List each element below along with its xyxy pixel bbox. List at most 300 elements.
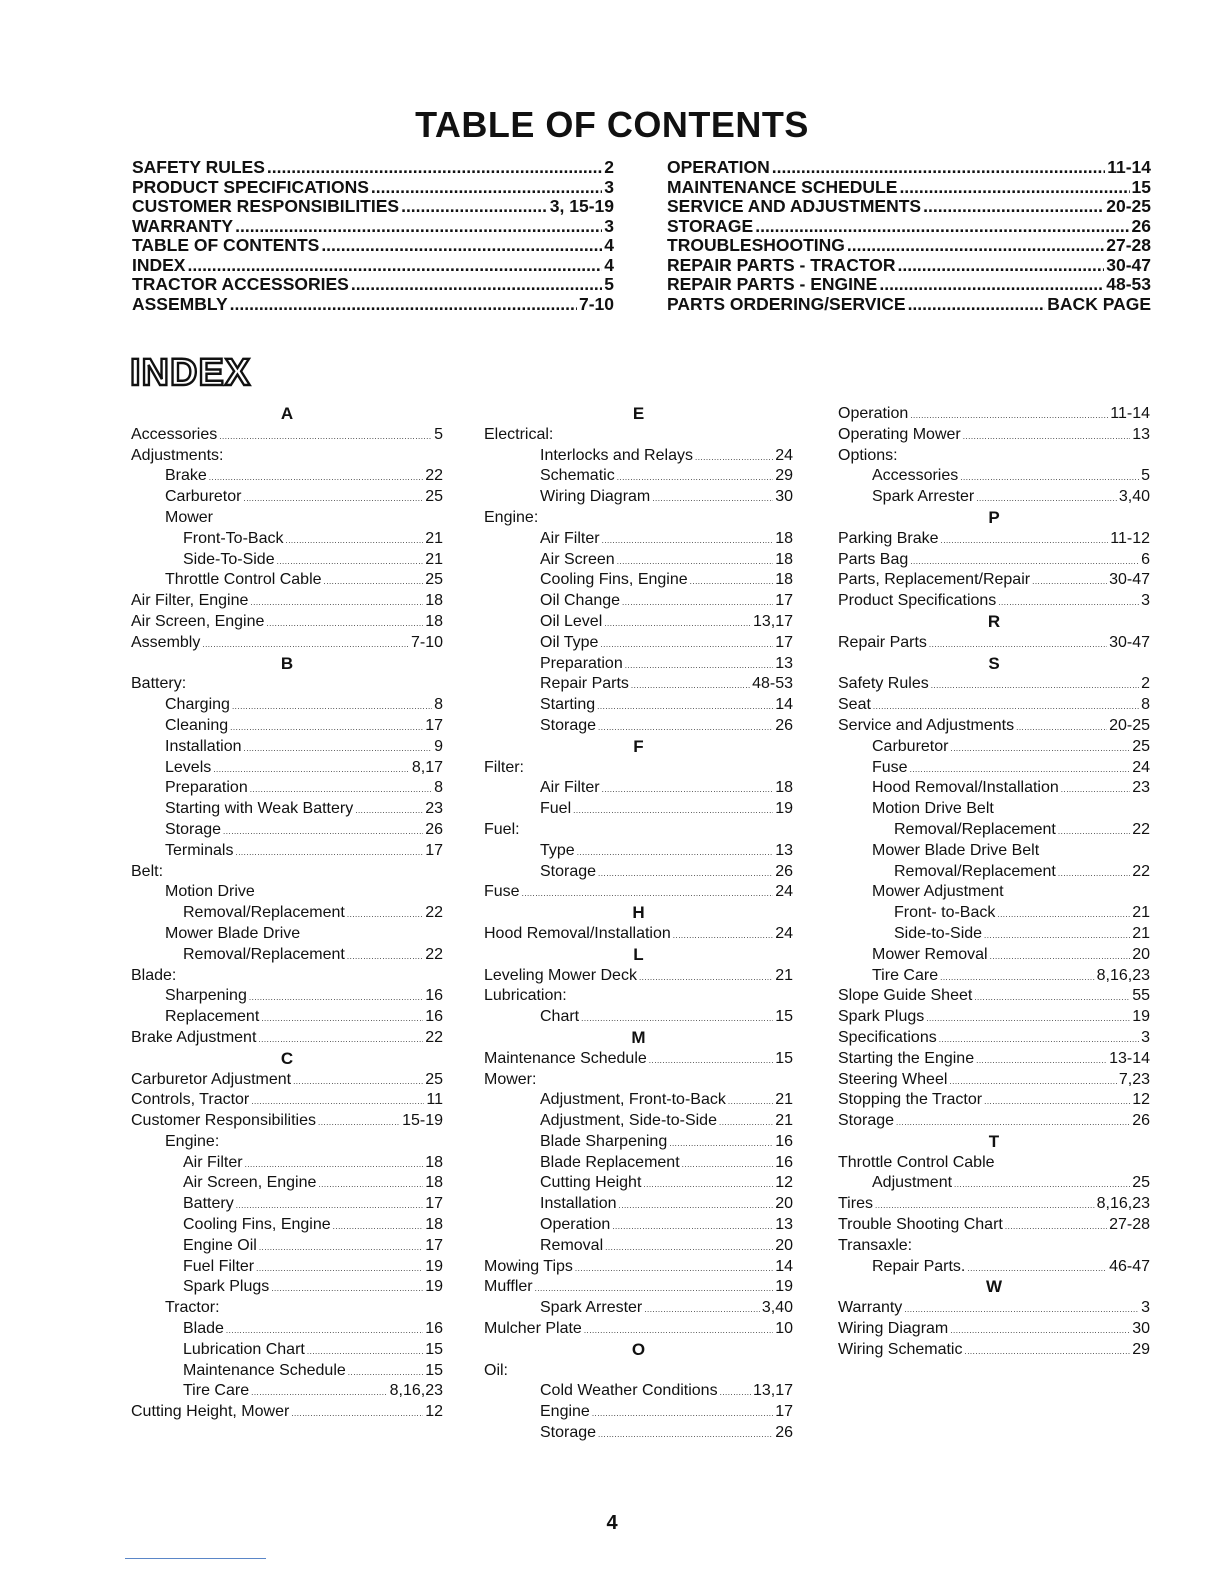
index-entry-label: Parking Brake — [838, 529, 939, 547]
index-entry-label: Engine — [540, 1403, 590, 1421]
index-entry — [838, 799, 1150, 820]
index-entry — [131, 882, 443, 903]
index-entry-label: Front- to-Back — [894, 904, 996, 922]
toc-entry-page: 11-14 — [1107, 157, 1151, 177]
index-entry-page: 3 — [1141, 1028, 1150, 1046]
index-entry-label: Warranty — [838, 1299, 903, 1317]
index-entry-label: Air Screen, Engine — [131, 612, 265, 630]
index-entry-page: 16 — [775, 1153, 793, 1171]
index-entry-label: Spark Plugs — [183, 1278, 270, 1296]
index-entry — [131, 1277, 443, 1298]
dot-leader — [897, 256, 1104, 276]
index-entry-label: Oil Level — [540, 612, 603, 630]
index-entry-label: Maintenance Schedule — [183, 1361, 346, 1379]
dot-leader — [581, 1009, 773, 1030]
dot-leader — [619, 1196, 774, 1217]
index-entry-label: Tire Care — [872, 966, 939, 984]
index-entry — [131, 1361, 443, 1382]
dot-leader — [401, 197, 548, 217]
index-entry — [484, 446, 793, 467]
index-entry-label: Storage — [838, 1112, 895, 1130]
index-entry-label: Schematic — [540, 467, 615, 485]
index-entry-page: 11-14 — [1110, 405, 1150, 422]
dot-leader — [1058, 822, 1130, 843]
index-entry-label: Starting with Weak Battery — [165, 800, 354, 818]
dot-leader — [251, 1383, 388, 1404]
dot-leader — [926, 1009, 1130, 1030]
index-entry-label: Controls, Tractor — [131, 1091, 250, 1109]
index-letter-heading: O — [631, 1339, 646, 1359]
index-entry-page: 21 — [425, 550, 443, 568]
index-entry-page: 18 — [425, 592, 443, 610]
index-entry — [838, 487, 1150, 508]
dot-leader — [250, 780, 432, 801]
index-letter-heading: F — [633, 736, 644, 756]
dot-leader — [202, 635, 409, 656]
index-letter-heading: C — [280, 1048, 294, 1068]
index-entry-page: 18 — [775, 529, 793, 547]
index-entry-page: 16 — [425, 1320, 443, 1338]
dot-leader — [235, 843, 423, 864]
index-entry — [484, 1361, 793, 1382]
dot-leader — [267, 158, 602, 178]
index-entry-label: Wiring Schematic — [838, 1340, 963, 1358]
index-entry — [484, 425, 793, 446]
index-entry — [131, 550, 443, 571]
dot-leader — [321, 236, 602, 256]
index-entry-label: Repair Parts — [540, 675, 629, 693]
index-entry-page: 26 — [775, 716, 793, 734]
index-entry — [484, 1049, 793, 1070]
toc-entry-label: CUSTOMER RESPONSIBILITIES — [132, 196, 400, 216]
index-entry-label: Mower: — [484, 1070, 537, 1088]
dot-leader — [923, 197, 1104, 217]
dot-leader — [602, 531, 774, 552]
dot-leader — [598, 1425, 773, 1446]
index-entry-page: 18 — [425, 612, 443, 630]
index-entry-label: Lubrication Chart — [183, 1340, 305, 1358]
index-entry-page: 3 — [1141, 1299, 1150, 1317]
index-entry-label: Fuel — [540, 800, 572, 818]
dot-leader — [604, 614, 751, 635]
index-letter-heading: H — [632, 903, 645, 923]
dot-leader — [209, 468, 423, 489]
index-entry-label: Removal — [540, 1236, 604, 1254]
index-entry-page: 29 — [1132, 1340, 1150, 1358]
index-entry-page: 13 — [775, 841, 793, 859]
index-entry-page: 8,17 — [411, 758, 443, 776]
index-entry-page: 19 — [425, 1257, 443, 1275]
dot-leader — [259, 1238, 423, 1259]
index-entry-page: 22 — [1132, 820, 1150, 838]
dot-leader — [1016, 718, 1107, 739]
index-entry — [131, 778, 443, 799]
index-entry — [484, 570, 793, 591]
index-entry — [838, 570, 1150, 591]
index-entry-label: Belt: — [131, 862, 164, 880]
index-entry — [838, 466, 1150, 487]
index-entry-page: 9 — [434, 737, 443, 755]
index-entry-page: 25 — [425, 1070, 443, 1088]
index-entry-page: 46-47 — [1109, 1257, 1150, 1275]
index-entry-label: Storage — [540, 716, 597, 734]
index-entry — [131, 820, 443, 841]
index-entry — [484, 966, 793, 987]
toc-entry-page: 20-25 — [1106, 196, 1151, 216]
toc-entry — [132, 295, 614, 315]
index-entry-label: Side-To-Side — [183, 550, 275, 568]
index-entry-label: Product Specifications — [838, 592, 997, 610]
index-entry-label: Engine Oil — [183, 1236, 257, 1254]
index-entry-page: 7,23 — [1118, 1070, 1150, 1088]
dot-leader — [631, 676, 750, 697]
index-entry-page: 17 — [775, 592, 793, 610]
index-entry — [838, 1153, 1150, 1174]
index-letter-heading: W — [985, 1277, 1003, 1297]
index-entry — [131, 758, 443, 779]
dot-leader — [598, 864, 773, 885]
index-entry — [838, 716, 1150, 737]
index-entry-label: Adjustment — [872, 1174, 953, 1192]
dot-leader — [291, 1404, 423, 1425]
dot-leader — [277, 552, 424, 573]
index-entry — [484, 695, 793, 716]
toc-entry-page: 27-28 — [1106, 235, 1151, 255]
index-entry-label: Air Screen, Engine — [183, 1174, 317, 1192]
index-entry-label: Starting the Engine — [838, 1049, 975, 1067]
index-entry-page: 18 — [425, 1174, 443, 1192]
index-entry-page: 23 — [425, 800, 443, 818]
toc-entry-page: 30-47 — [1106, 254, 1151, 275]
index-entry-page: 30 — [1132, 1320, 1150, 1338]
toc-entry — [667, 217, 1151, 237]
dot-leader — [256, 1259, 423, 1280]
index-entry-page: 16 — [775, 1132, 793, 1150]
toc-entry-label: TROUBLESHOOTING — [667, 235, 845, 255]
dot-leader — [347, 947, 423, 968]
index-entry — [131, 466, 443, 487]
index-entry-label: Front-To-Back — [183, 529, 284, 547]
index-entry — [131, 1090, 443, 1111]
index-entry-page: 26 — [775, 1424, 793, 1442]
dot-leader — [904, 1300, 1139, 1321]
dot-leader — [592, 1404, 773, 1425]
index-entry-label: Mower — [165, 508, 214, 526]
index-entry — [838, 1007, 1150, 1028]
index-entry — [838, 903, 1150, 924]
index-entry-page: 26 — [1132, 1112, 1150, 1130]
index-entry — [484, 820, 793, 841]
index-entry — [131, 1028, 443, 1049]
toc-entry-label: PARTS ORDERING/SERVICE — [667, 293, 906, 314]
dot-leader — [652, 489, 773, 510]
toc-entry-page: 3, 15-19 — [549, 196, 614, 216]
index-entry-page: 10 — [775, 1320, 793, 1338]
index-entry-label: Oil Change — [540, 592, 621, 610]
toc-entry-label: OPERATION — [667, 157, 770, 177]
index-entry-label: Blade: — [131, 966, 177, 984]
toc-entry-page: 5 — [604, 274, 614, 294]
index-entry — [131, 1111, 443, 1132]
dot-leader — [960, 468, 1139, 489]
index-entry — [484, 1215, 793, 1236]
index-entry — [484, 799, 793, 820]
index-entry-label: Adjustment, Front-to-Back — [540, 1091, 726, 1109]
index-entry-label: Cutting Height — [540, 1174, 642, 1192]
index-entry — [131, 1319, 443, 1340]
dot-leader — [939, 1030, 1139, 1051]
index-entry — [131, 737, 443, 758]
toc-entry — [132, 178, 614, 198]
toc-entry-page: 48-53 — [1106, 274, 1151, 294]
index-entry-label: Lubrication: — [484, 987, 567, 1005]
index-entry-page: 17 — [425, 841, 443, 859]
index-entry-label: Type — [540, 841, 575, 859]
dot-leader — [617, 468, 774, 489]
index-title: INDEX — [130, 352, 252, 394]
index-entry — [838, 1173, 1150, 1194]
index-entry-label: Mower Blade Drive Belt — [872, 841, 1040, 859]
index-entry-label: Blade — [183, 1320, 224, 1338]
dot-leader — [605, 1238, 773, 1259]
index-entry — [131, 425, 443, 446]
index-entry-label: Removal/Replacement — [183, 904, 345, 922]
index-entry-label: Throttle Control Cable — [165, 571, 322, 589]
index-entry-page: 8 — [434, 696, 443, 714]
index-entry-label: Cooling Fins, Engine — [540, 571, 688, 589]
toc-entry-label: TRACTOR ACCESSORIES — [132, 274, 349, 294]
index-entry — [838, 1070, 1150, 1091]
index-entry-page: 7-10 — [410, 633, 443, 651]
index-entry — [484, 1090, 793, 1111]
index-entry-page: 11 — [426, 1091, 443, 1109]
index-entry — [838, 1298, 1150, 1319]
index-entry-label: Removal/Replacement — [894, 820, 1056, 838]
index-entry-page: 8 — [1141, 696, 1150, 714]
index-entry — [131, 1215, 443, 1236]
index-entry-page: 3,40 — [761, 1299, 793, 1317]
index-entry-label: Air Filter, Engine — [131, 592, 249, 610]
index-entry-label: Tractor: — [165, 1299, 220, 1317]
index-entry — [484, 1381, 793, 1402]
index-entry-page: 20-25 — [1109, 716, 1150, 734]
index-entry — [838, 404, 1150, 425]
index-entry-page: 13,17 — [752, 612, 793, 630]
dot-leader — [847, 236, 1104, 256]
index-entry-page: 24 — [775, 446, 793, 464]
index-entry-label: Storage — [165, 820, 222, 838]
index-entry — [838, 841, 1150, 862]
index-entry — [484, 1132, 793, 1153]
toc-entry — [132, 197, 614, 217]
index-entry-label: Service and Adjustments — [838, 716, 1015, 734]
dot-leader — [597, 697, 773, 718]
index-entry — [838, 1257, 1150, 1278]
index-entry — [131, 1402, 443, 1423]
index-entry-label: Engine: — [484, 508, 539, 526]
dot-leader — [879, 275, 1104, 295]
index-letter-heading: M — [631, 1027, 646, 1047]
index-entry — [131, 1236, 443, 1257]
dot-leader — [235, 217, 602, 237]
index-letter-heading: P — [988, 507, 1000, 527]
index-entry-page: 12 — [775, 1174, 793, 1192]
index-entry — [131, 1257, 443, 1278]
index-entry-label: Air Screen — [540, 550, 615, 568]
dot-leader — [998, 593, 1139, 614]
index-entry — [484, 841, 793, 862]
index-entry — [484, 1236, 793, 1257]
index-entry — [131, 591, 443, 612]
dot-leader — [719, 1113, 773, 1134]
index-entry — [484, 612, 793, 633]
index-entry — [838, 1049, 1150, 1070]
index-entry-label: Charging — [165, 696, 230, 714]
index-entry-label: Specifications — [838, 1028, 937, 1046]
index-entry — [838, 591, 1150, 612]
dot-leader — [997, 905, 1130, 926]
dot-leader — [644, 1300, 760, 1321]
index-entry — [838, 674, 1150, 695]
index-entry-label: Operation — [540, 1216, 611, 1234]
toc-entry — [132, 236, 614, 256]
index-entry-label: Options: — [838, 446, 898, 464]
dot-leader — [187, 256, 602, 276]
index-entry-page: 26 — [775, 862, 793, 880]
dot-leader — [348, 1363, 423, 1384]
index-entry-label: Chart — [540, 1008, 580, 1026]
index-entry — [484, 882, 793, 903]
index-entry-page: 20 — [1132, 945, 1150, 963]
toc-entry — [667, 256, 1151, 276]
index-entry-page: 21 — [775, 1112, 793, 1130]
dot-leader — [910, 760, 1131, 781]
dot-leader — [695, 448, 773, 469]
page-number: 4 — [606, 1512, 618, 1534]
index-entry-page: 22 — [1132, 862, 1150, 880]
index-entry-page: 17 — [425, 1236, 443, 1254]
index-entry-page: 8,16,23 — [1096, 1195, 1150, 1213]
dot-leader — [351, 275, 602, 295]
index-entry — [484, 550, 793, 571]
dot-leader — [669, 1134, 773, 1155]
index-entry — [131, 966, 443, 987]
index-entry-label: Repair Parts — [838, 633, 927, 651]
index-entry — [484, 1298, 793, 1319]
index-entry — [838, 778, 1150, 799]
toc-entry-label: REPAIR PARTS - TRACTOR — [667, 254, 896, 275]
index-entry-label: Seat — [838, 696, 871, 714]
dot-leader — [931, 676, 1139, 697]
dot-leader — [896, 1113, 1130, 1134]
index-entry — [131, 841, 443, 862]
index-entry — [131, 1194, 443, 1215]
dot-leader — [535, 1279, 774, 1300]
index-entry — [484, 1277, 793, 1298]
index-entry-label: Installation — [540, 1195, 617, 1213]
index-entry-page: 22 — [425, 904, 443, 922]
index-letter-heading: R — [987, 611, 1001, 631]
index-entry-label: Oil: — [484, 1361, 508, 1379]
index-entry-label: Battery — [183, 1195, 234, 1213]
index-entry — [838, 425, 1150, 446]
index-entry-label: Muffler — [484, 1278, 533, 1296]
index-entry — [484, 1153, 793, 1174]
index-entry — [484, 508, 793, 529]
index-entry — [838, 1028, 1150, 1049]
toc-entry-page: BACK PAGE — [1047, 293, 1151, 314]
index-entry-page: 15 — [425, 1361, 443, 1379]
index-entry — [484, 529, 793, 550]
index-entry-label: Tire Care — [183, 1382, 250, 1400]
dot-leader — [249, 988, 423, 1009]
index-entry-page: 16 — [425, 987, 443, 1005]
index-entry-label: Parts, Replacement/Repair — [838, 571, 1031, 589]
index-entry-page: 55 — [1132, 987, 1150, 1005]
index-entry-label: Preparation — [165, 779, 248, 797]
toc-entry — [667, 158, 1151, 178]
index-entry-page: 13 — [775, 1216, 793, 1234]
index-entry — [131, 986, 443, 1007]
index-entry-label: Side-to-Side — [894, 924, 983, 942]
index-entry-label: Cutting Height, Mower — [131, 1403, 290, 1421]
dot-leader — [964, 1342, 1130, 1363]
index-entry-label: Carburetor — [872, 737, 949, 755]
index-entry — [484, 1402, 793, 1423]
index-entry-label: Fuse — [484, 883, 520, 901]
toc-entry — [667, 295, 1151, 315]
index-entry-page: 19 — [425, 1278, 443, 1296]
index-entry — [484, 1173, 793, 1194]
dot-leader — [612, 1217, 773, 1238]
index-entry-label: Spark Arrester — [540, 1299, 643, 1317]
index-entry — [838, 862, 1150, 883]
index-entry-page: 21 — [775, 966, 793, 984]
dot-leader — [250, 593, 423, 614]
index-entry — [838, 986, 1150, 1007]
dot-leader — [230, 718, 423, 739]
index-entry-page: 17 — [775, 633, 793, 651]
index-entry-label: Operating Mower — [838, 425, 961, 443]
index-entry-page: 22 — [425, 945, 443, 963]
index-entry-page: 19 — [775, 1278, 793, 1296]
dot-leader — [639, 968, 773, 989]
index-entry-label: Wiring Diagram — [838, 1320, 949, 1338]
index-entry-label: Fuel: — [484, 820, 520, 838]
index-entry — [484, 716, 793, 737]
dot-leader — [950, 1321, 1130, 1342]
index-entry-page: 20 — [775, 1195, 793, 1213]
index-entry-page: 17 — [775, 1403, 793, 1421]
index-entry-label: Fuse — [872, 758, 908, 776]
dot-leader — [967, 1259, 1107, 1280]
index-entry-page: 18 — [425, 1153, 443, 1171]
index-entry — [838, 1319, 1150, 1340]
toc-entry-label: PRODUCT SPECIFICATIONS — [132, 176, 369, 197]
toc-entry — [132, 256, 614, 276]
dot-leader — [728, 1092, 773, 1113]
dot-leader — [990, 947, 1131, 968]
index-entry-page: 18 — [775, 571, 793, 589]
index-entry — [838, 633, 1150, 654]
index-entry-label: Mower Blade Drive — [165, 924, 301, 942]
index-entry-label: Parts Bag — [838, 550, 909, 568]
index-entry-label: Safety Rules — [838, 675, 929, 693]
index-entry — [131, 529, 443, 550]
index-entry — [484, 466, 793, 487]
dot-leader — [622, 593, 773, 614]
index-entry-label: Terminals — [165, 841, 234, 859]
